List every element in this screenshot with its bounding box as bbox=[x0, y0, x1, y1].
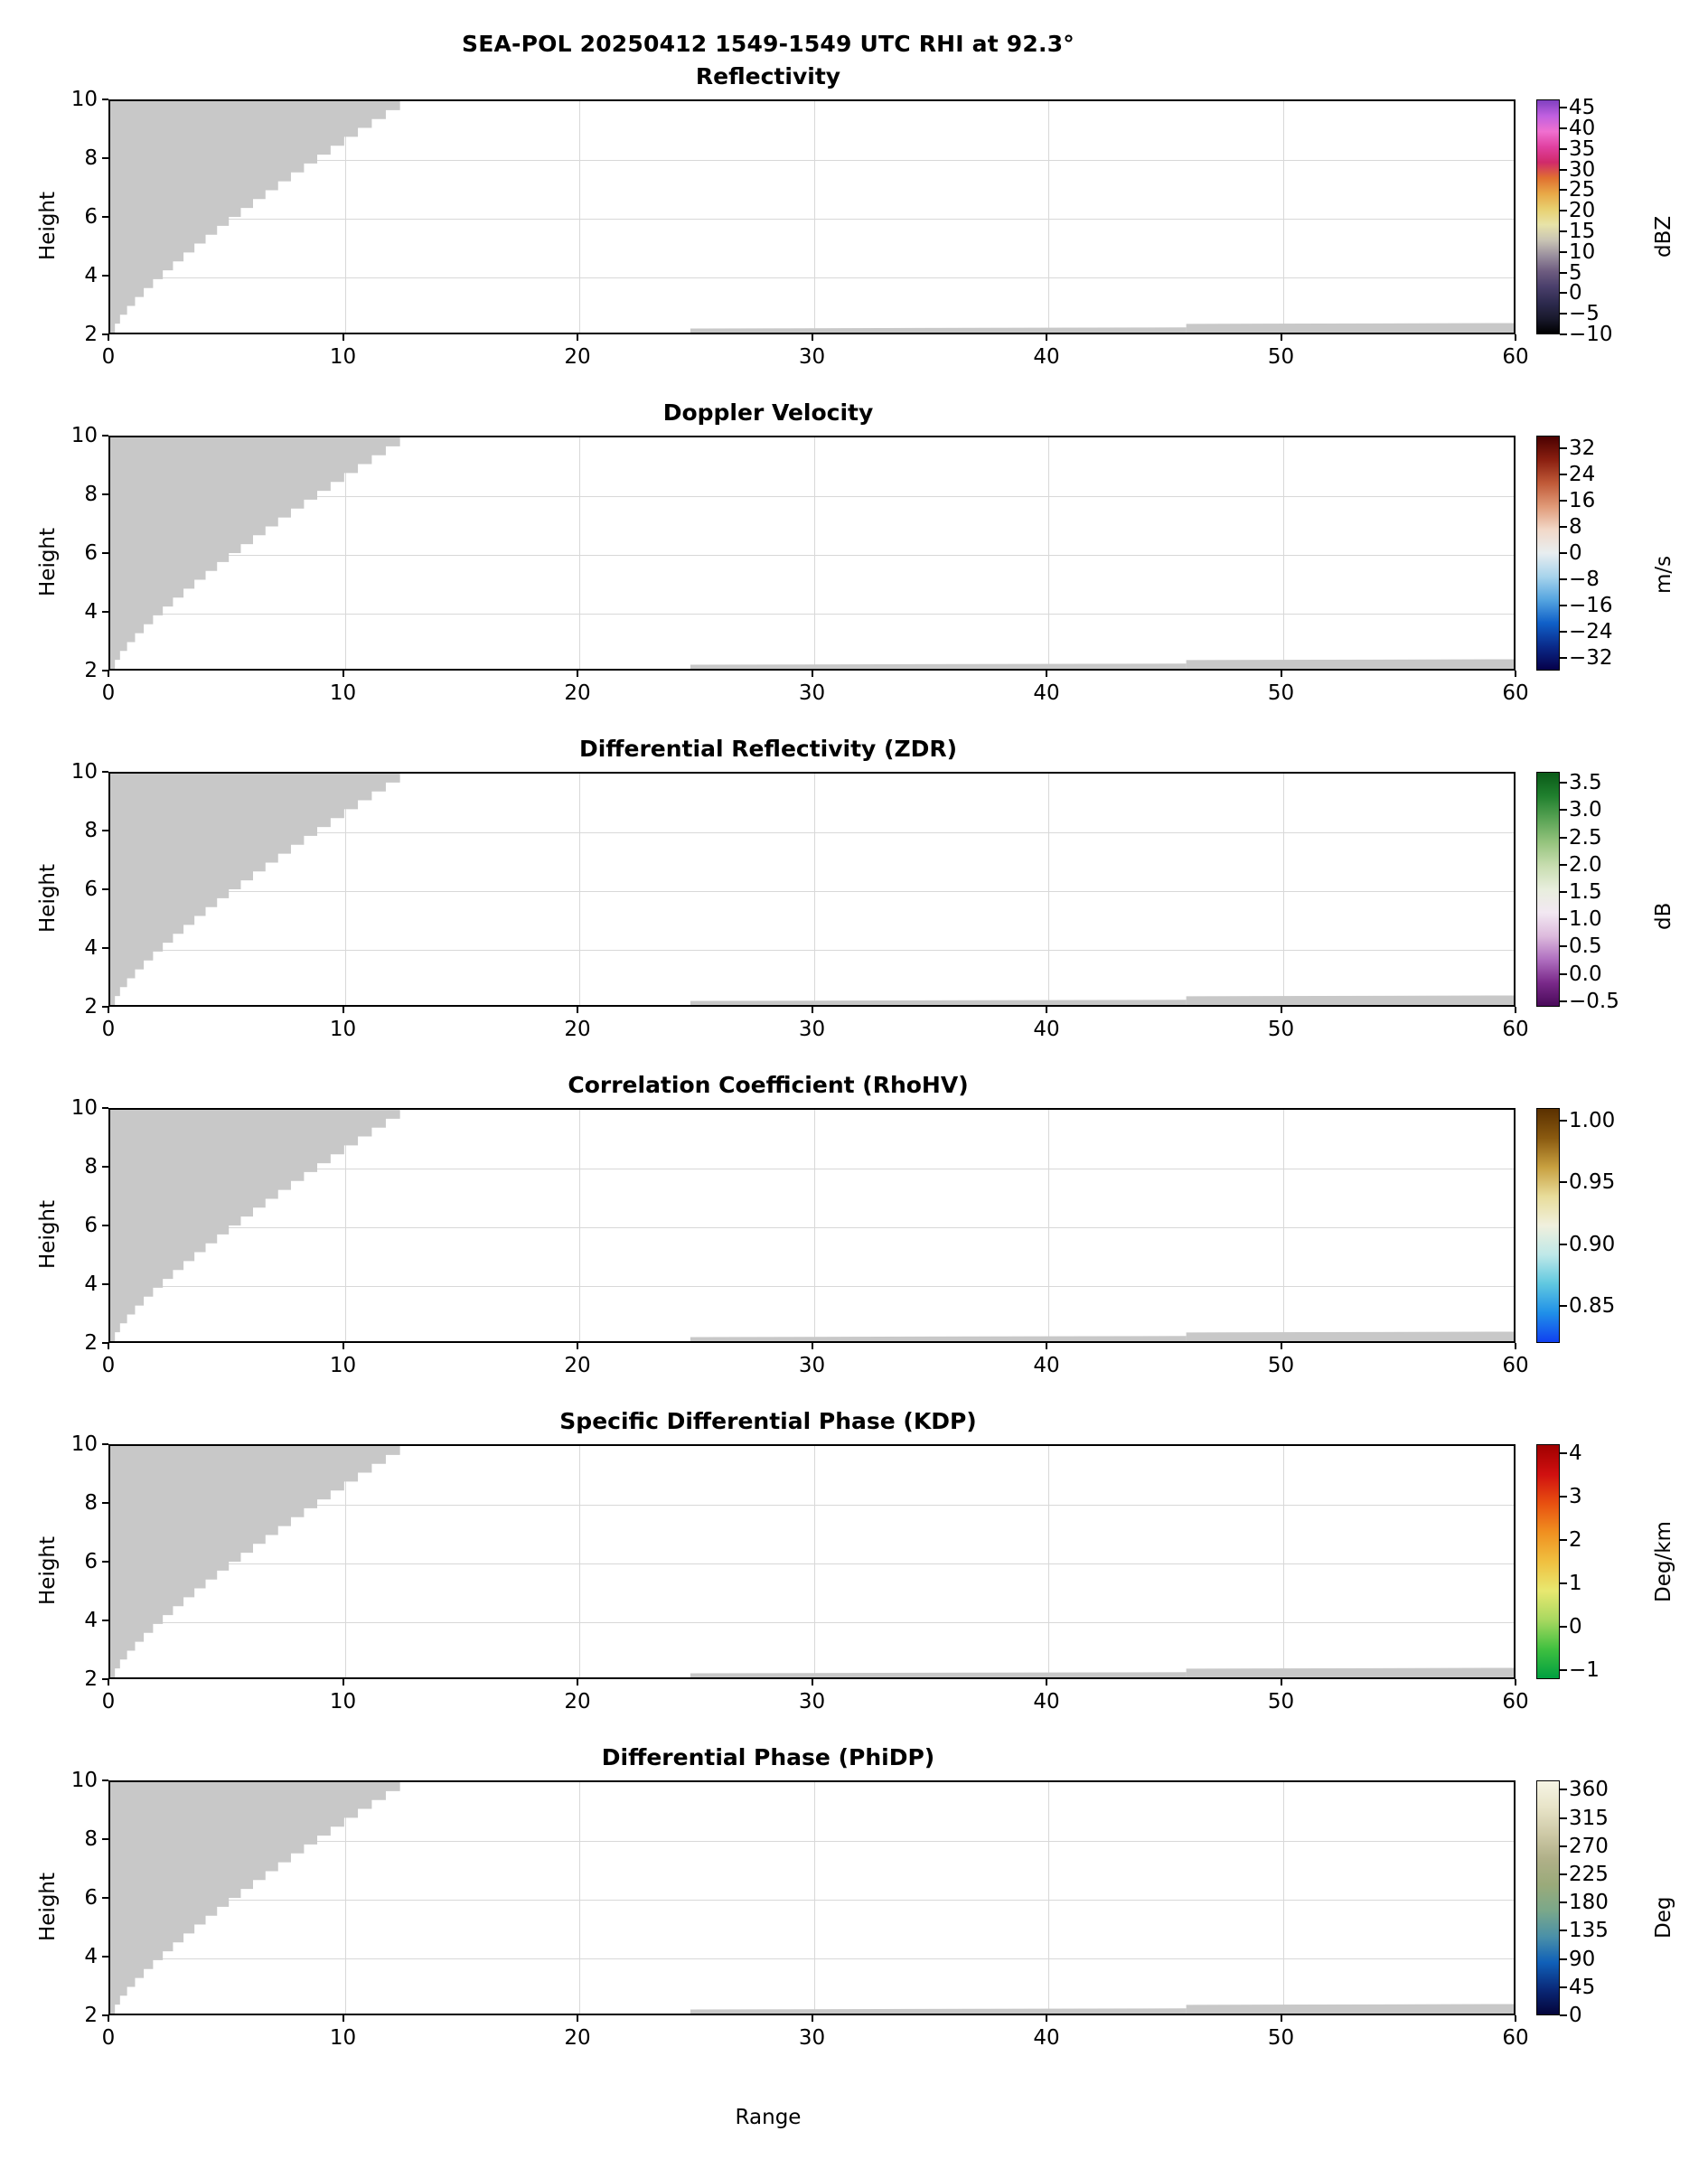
axis-tick-x: 60 bbox=[1502, 681, 1529, 705]
axis-tickmark-y bbox=[102, 947, 108, 949]
colorbar-tickmark bbox=[1560, 1669, 1567, 1671]
colorbar-tickmark bbox=[1560, 973, 1567, 975]
figure-suptitle: SEA-POL 20250412 1549-1549 UTC RHI at 92.3° bbox=[461, 31, 1075, 57]
colorbar-tick-label: 0.5 bbox=[1569, 934, 1602, 959]
axis-tickmark-y bbox=[102, 1561, 108, 1563]
axis-tickmark-y bbox=[102, 888, 108, 890]
axis-tickmark-x bbox=[343, 334, 344, 341]
colorbar-tickmark bbox=[1560, 1305, 1567, 1307]
axis-tick-x: 50 bbox=[1267, 681, 1295, 705]
masked-data-region bbox=[110, 1782, 1514, 2014]
axis-tickmark-x bbox=[577, 2015, 578, 2022]
colorbar-tick-label: 3 bbox=[1569, 1484, 1582, 1508]
axis-tick-y: 8 bbox=[84, 483, 98, 506]
colorbar-tick-label: −8 bbox=[1569, 567, 1600, 591]
panel-title: Reflectivity bbox=[695, 63, 841, 89]
axis-tickmark-y bbox=[102, 771, 108, 773]
colorbar-label: m/s bbox=[1652, 555, 1675, 594]
axis-tickmark-y bbox=[102, 1107, 108, 1109]
axis-tick-y: 6 bbox=[84, 1886, 98, 1910]
colorbar-tick-label: 35 bbox=[1569, 136, 1596, 161]
colorbar-label: dBZ bbox=[1652, 215, 1675, 258]
panel-title: Correlation Coefficient (RhoHV) bbox=[568, 1072, 969, 1098]
axis-tickmark-y bbox=[102, 1620, 108, 1621]
colorbar-tickmark bbox=[1560, 474, 1567, 475]
axis-tickmark-y bbox=[102, 830, 108, 831]
colorbar-tick-label: 8 bbox=[1569, 515, 1582, 540]
axis-tick-x: 60 bbox=[1502, 345, 1529, 369]
axis-tick-x: 50 bbox=[1267, 2026, 1295, 2050]
colorbar-tick-label: 315 bbox=[1569, 1806, 1609, 1830]
axis-tickmark-y bbox=[102, 1166, 108, 1168]
axis-tick-x: 10 bbox=[329, 2026, 357, 2050]
colorbar-tick-label: 16 bbox=[1569, 489, 1596, 513]
colorbar-tick-label: 32 bbox=[1569, 437, 1596, 461]
axis-tickmark-x bbox=[812, 1343, 813, 1349]
colorbar-tick-label: 0 bbox=[1569, 2004, 1582, 2027]
masked-data-region bbox=[110, 1446, 1514, 1677]
colorbar-tickmark bbox=[1560, 1496, 1567, 1498]
axis-tick-x: 60 bbox=[1502, 1018, 1529, 1041]
colorbar-tick-label: 0.90 bbox=[1569, 1232, 1616, 1256]
axis-tick-x: 10 bbox=[329, 681, 357, 705]
colorbar-tickmark bbox=[1560, 657, 1567, 659]
colorbar-tickmark bbox=[1560, 210, 1567, 211]
axis-tick-y: 2 bbox=[84, 323, 98, 346]
axis-tickmark-x bbox=[1046, 671, 1047, 677]
colorbar-tickmark bbox=[1560, 148, 1567, 150]
masked-data-region bbox=[110, 437, 1514, 669]
axis-tickmark-x bbox=[108, 1679, 109, 1685]
colorbar-tick-label: 270 bbox=[1569, 1834, 1609, 1858]
axis-label-y: Height bbox=[36, 527, 60, 596]
colorbar-tickmark bbox=[1560, 333, 1567, 335]
axis-tick-x: 30 bbox=[798, 681, 826, 705]
colorbar-tick-label: −5 bbox=[1569, 302, 1600, 326]
axis-label-y: Height bbox=[36, 863, 60, 933]
colorbar-tick-label: 15 bbox=[1569, 219, 1596, 243]
colorbar-tick-label: 360 bbox=[1569, 1778, 1609, 1802]
axis-tick-y: 2 bbox=[84, 1331, 98, 1355]
chart-panel bbox=[0, 736, 1708, 1070]
axis-tick-y: 10 bbox=[70, 88, 98, 111]
axis-tick-y: 4 bbox=[84, 600, 98, 624]
colorbar-tickmark bbox=[1560, 1789, 1567, 1790]
colorbar-tick-label: 0 bbox=[1569, 281, 1582, 305]
colorbar-tick-label: −10 bbox=[1569, 323, 1613, 346]
axis-tickmark-x bbox=[108, 334, 109, 341]
colorbar-tickmark bbox=[1560, 1000, 1567, 1002]
axis-tick-x: 60 bbox=[1502, 2026, 1529, 2050]
axis-tick-x: 10 bbox=[329, 1354, 357, 1377]
colorbar bbox=[1536, 772, 1560, 1007]
axis-tick-x: 40 bbox=[1033, 681, 1060, 705]
axis-tickmark-y bbox=[102, 435, 108, 437]
panel-title: Specific Differential Phase (KDP) bbox=[559, 1408, 977, 1434]
colorbar-tick-label: 0 bbox=[1569, 1615, 1582, 1639]
colorbar-tick-label: 40 bbox=[1569, 116, 1596, 140]
axis-tickmark-x bbox=[577, 334, 578, 341]
axis-tickmark-x bbox=[108, 1343, 109, 1349]
axis-tick-y: 2 bbox=[84, 995, 98, 1019]
axis-tick-x: 0 bbox=[101, 345, 116, 369]
axis-tick-x: 10 bbox=[329, 1690, 357, 1714]
axis-tick-x: 0 bbox=[101, 1018, 116, 1041]
axis-tickmark-x bbox=[1281, 2015, 1282, 2022]
colorbar-tickmark bbox=[1560, 837, 1567, 839]
axis-tickmark-x bbox=[1515, 671, 1516, 677]
axis-tick-y: 10 bbox=[70, 760, 98, 784]
axis-tick-y: 2 bbox=[84, 659, 98, 682]
axis-tick-x: 0 bbox=[101, 681, 116, 705]
colorbar bbox=[1536, 436, 1560, 671]
colorbar-tick-label: 0.85 bbox=[1569, 1293, 1616, 1318]
axis-tickmark-x bbox=[577, 1679, 578, 1685]
chart-panel bbox=[0, 399, 1708, 734]
axis-tickmark-x bbox=[343, 671, 344, 677]
colorbar-tick-label: 24 bbox=[1569, 463, 1596, 487]
chart-panel bbox=[0, 1744, 1708, 2079]
plot-area bbox=[108, 99, 1516, 334]
axis-tickmark-y bbox=[102, 1225, 108, 1226]
axis-tick-x: 50 bbox=[1267, 345, 1295, 369]
axis-label-y: Height bbox=[36, 1872, 60, 1941]
colorbar-tick-label: −24 bbox=[1569, 619, 1613, 643]
axis-tickmark-x bbox=[812, 1007, 813, 1013]
colorbar bbox=[1536, 1108, 1560, 1343]
axis-tickmark-x bbox=[343, 1343, 344, 1349]
axis-tick-x: 30 bbox=[798, 1690, 826, 1714]
masked-data-region bbox=[110, 101, 1514, 333]
plot-area bbox=[108, 1108, 1516, 1343]
axis-tick-y: 4 bbox=[84, 1272, 98, 1296]
panel-title: Doppler Velocity bbox=[662, 399, 874, 426]
axis-tickmark-x bbox=[1515, 2015, 1516, 2022]
axis-tick-y: 8 bbox=[84, 819, 98, 842]
axis-tick-y: 4 bbox=[84, 264, 98, 287]
colorbar bbox=[1536, 99, 1560, 334]
colorbar-tickmark bbox=[1560, 1845, 1567, 1847]
colorbar-tick-label: 0 bbox=[1569, 541, 1582, 565]
axis-label-y: Height bbox=[36, 1199, 60, 1269]
axis-tickmark-x bbox=[343, 1679, 344, 1685]
colorbar-tick-label: 25 bbox=[1569, 178, 1596, 202]
axis-tickmark-y bbox=[102, 1443, 108, 1445]
axis-tickmark-y bbox=[102, 99, 108, 100]
axis-tick-y: 4 bbox=[84, 936, 98, 960]
colorbar-tickmark bbox=[1560, 1244, 1567, 1245]
colorbar-tickmark bbox=[1560, 1817, 1567, 1819]
axis-tick-y: 8 bbox=[84, 1491, 98, 1515]
colorbar-tick-label: 20 bbox=[1569, 199, 1596, 223]
axis-tickmark-x bbox=[577, 671, 578, 677]
chart-panel bbox=[0, 1072, 1708, 1406]
colorbar-tickmark bbox=[1560, 292, 1567, 294]
axis-tick-x: 60 bbox=[1502, 1690, 1529, 1714]
axis-tickmark-x bbox=[1515, 1007, 1516, 1013]
axis-tick-x: 0 bbox=[101, 1354, 116, 1377]
axis-tickmark-x bbox=[577, 1343, 578, 1349]
colorbar-label: Deg bbox=[1652, 1896, 1675, 1939]
colorbar-tickmark bbox=[1560, 189, 1567, 191]
colorbar-tick-label: 4 bbox=[1569, 1441, 1582, 1465]
axis-tickmark-x bbox=[108, 1007, 109, 1013]
axis-tickmark-x bbox=[1515, 1679, 1516, 1685]
axis-tickmark-x bbox=[577, 1007, 578, 1013]
axis-tickmark-y bbox=[102, 1838, 108, 1840]
axis-tickmark-x bbox=[1046, 2015, 1047, 2022]
colorbar-tickmark bbox=[1560, 1626, 1567, 1628]
axis-tickmark-x bbox=[1046, 1679, 1047, 1685]
axis-tickmark-y bbox=[102, 275, 108, 277]
axis-tickmark-x bbox=[812, 334, 813, 341]
axis-tick-y: 4 bbox=[84, 1609, 98, 1632]
axis-tick-y: 6 bbox=[84, 1550, 98, 1573]
axis-tick-x: 40 bbox=[1033, 1354, 1060, 1377]
axis-tickmark-y bbox=[102, 157, 108, 159]
colorbar-tick-label: −0.5 bbox=[1569, 989, 1619, 1013]
colorbar-label: dB bbox=[1652, 902, 1675, 930]
axis-tickmark-y bbox=[102, 552, 108, 554]
colorbar-tickmark bbox=[1560, 313, 1567, 315]
colorbar-tick-label: 0.0 bbox=[1569, 962, 1602, 986]
plot-area bbox=[108, 1780, 1516, 2015]
colorbar-tick-label: 1 bbox=[1569, 1572, 1582, 1596]
colorbar-tick-label: 45 bbox=[1569, 96, 1596, 120]
figure-xlabel: Range bbox=[735, 2106, 802, 2129]
colorbar-tick-label: 3.5 bbox=[1569, 771, 1602, 795]
colorbar-tick-label: 135 bbox=[1569, 1919, 1609, 1943]
axis-tick-x: 0 bbox=[101, 1690, 116, 1714]
colorbar-tickmark bbox=[1560, 447, 1567, 449]
axis-label-y: Height bbox=[36, 1535, 60, 1605]
axis-tickmark-y bbox=[102, 216, 108, 218]
colorbar-label: Deg/km bbox=[1652, 1521, 1675, 1602]
axis-tickmark-x bbox=[1281, 1679, 1282, 1685]
colorbar-tickmark bbox=[1560, 552, 1567, 554]
colorbar-tick-label: −1 bbox=[1569, 1658, 1600, 1683]
axis-tickmark-x bbox=[1046, 1343, 1047, 1349]
axis-tick-x: 20 bbox=[564, 1018, 591, 1041]
axis-tickmark-x bbox=[1281, 334, 1282, 341]
axis-tickmark-x bbox=[108, 2015, 109, 2022]
colorbar-tickmark bbox=[1560, 169, 1567, 171]
colorbar-tick-label: 10 bbox=[1569, 239, 1596, 264]
colorbar-tick-label: 180 bbox=[1569, 1891, 1609, 1915]
colorbar bbox=[1536, 1780, 1560, 2015]
axis-tick-y: 8 bbox=[84, 1827, 98, 1851]
axis-label-y: Height bbox=[36, 191, 60, 260]
axis-tickmark-x bbox=[1515, 1343, 1516, 1349]
colorbar-tickmark bbox=[1560, 107, 1567, 108]
plot-area bbox=[108, 1444, 1516, 1679]
axis-tickmark-x bbox=[1281, 1343, 1282, 1349]
axis-tick-y: 10 bbox=[70, 1432, 98, 1456]
axis-tick-x: 50 bbox=[1267, 1018, 1295, 1041]
axis-tickmark-x bbox=[1046, 334, 1047, 341]
colorbar-tickmark bbox=[1560, 251, 1567, 253]
axis-tickmark-x bbox=[343, 1007, 344, 1013]
colorbar-tickmark bbox=[1560, 1539, 1567, 1541]
axis-tick-x: 30 bbox=[798, 2026, 826, 2050]
colorbar-tickmark bbox=[1560, 864, 1567, 866]
axis-tick-x: 60 bbox=[1502, 1354, 1529, 1377]
masked-data-region bbox=[110, 774, 1514, 1005]
colorbar-tick-label: 1.0 bbox=[1569, 907, 1602, 932]
colorbar-tick-label: 1.00 bbox=[1569, 1108, 1616, 1132]
axis-tick-x: 30 bbox=[798, 1018, 826, 1041]
axis-tick-y: 6 bbox=[84, 205, 98, 229]
axis-tick-y: 8 bbox=[84, 1155, 98, 1178]
colorbar-tickmark bbox=[1560, 1901, 1567, 1903]
axis-tick-x: 10 bbox=[329, 345, 357, 369]
axis-tickmark-y bbox=[102, 1956, 108, 1958]
axis-tick-x: 20 bbox=[564, 1690, 591, 1714]
axis-tick-y: 8 bbox=[84, 146, 98, 170]
axis-tickmark-y bbox=[102, 611, 108, 613]
colorbar-tick-label: 3.0 bbox=[1569, 798, 1602, 822]
colorbar-tickmark bbox=[1560, 1120, 1567, 1122]
panel-title: Differential Phase (PhiDP) bbox=[601, 1744, 935, 1770]
colorbar-tick-label: 1.5 bbox=[1569, 880, 1602, 905]
colorbar-tickmark bbox=[1560, 945, 1567, 947]
chart-panel bbox=[0, 63, 1708, 398]
colorbar-tick-label: −32 bbox=[1569, 645, 1613, 670]
colorbar-tickmark bbox=[1560, 127, 1567, 129]
axis-tickmark-y bbox=[102, 1897, 108, 1899]
colorbar-tick-label: 2 bbox=[1569, 1527, 1582, 1552]
colorbar-tick-label: 30 bbox=[1569, 157, 1596, 182]
axis-tick-x: 30 bbox=[798, 345, 826, 369]
axis-tickmark-x bbox=[812, 1679, 813, 1685]
axis-tick-x: 40 bbox=[1033, 1690, 1060, 1714]
colorbar-tick-label: 2.0 bbox=[1569, 852, 1602, 877]
colorbar-tickmark bbox=[1560, 918, 1567, 920]
axis-tick-x: 20 bbox=[564, 1354, 591, 1377]
axis-tick-y: 4 bbox=[84, 1945, 98, 1968]
colorbar-tick-label: 90 bbox=[1569, 1947, 1596, 1971]
colorbar-tick-label: 225 bbox=[1569, 1863, 1609, 1886]
colorbar-tickmark bbox=[1560, 782, 1567, 784]
colorbar-tickmark bbox=[1560, 272, 1567, 274]
axis-tick-x: 10 bbox=[329, 1018, 357, 1041]
colorbar-tickmark bbox=[1560, 1930, 1567, 1931]
axis-tickmark-y bbox=[102, 493, 108, 495]
axis-tickmark-x bbox=[1515, 334, 1516, 341]
axis-tick-y: 10 bbox=[70, 424, 98, 447]
axis-tick-y: 6 bbox=[84, 878, 98, 901]
plot-area bbox=[108, 772, 1516, 1007]
colorbar-tickmark bbox=[1560, 1452, 1567, 1454]
colorbar-tickmark bbox=[1560, 605, 1567, 606]
colorbar-tick-label: 2.5 bbox=[1569, 825, 1602, 850]
axis-tick-y: 6 bbox=[84, 1214, 98, 1237]
axis-tick-x: 0 bbox=[101, 2026, 116, 2050]
colorbar-tick-label: 0.95 bbox=[1569, 1170, 1616, 1195]
axis-tickmark-x bbox=[1281, 1007, 1282, 1013]
axis-tickmark-x bbox=[343, 2015, 344, 2022]
axis-tick-x: 30 bbox=[798, 1354, 826, 1377]
axis-tickmark-y bbox=[102, 1502, 108, 1504]
axis-tick-x: 40 bbox=[1033, 2026, 1060, 2050]
axis-tickmark-y bbox=[102, 1283, 108, 1285]
colorbar-tickmark bbox=[1560, 1582, 1567, 1584]
colorbar-tickmark bbox=[1560, 230, 1567, 232]
colorbar-tick-label: 5 bbox=[1569, 260, 1582, 285]
colorbar-tick-label: −16 bbox=[1569, 593, 1613, 617]
axis-tickmark-x bbox=[812, 671, 813, 677]
axis-tickmark-y bbox=[102, 1779, 108, 1781]
axis-tickmark-x bbox=[108, 671, 109, 677]
colorbar-tickmark bbox=[1560, 578, 1567, 580]
axis-tick-x: 20 bbox=[564, 345, 591, 369]
colorbar-tickmark bbox=[1560, 1873, 1567, 1875]
axis-tickmark-x bbox=[812, 2015, 813, 2022]
axis-tick-y: 10 bbox=[70, 1096, 98, 1120]
axis-tick-x: 20 bbox=[564, 681, 591, 705]
axis-tick-x: 20 bbox=[564, 2026, 591, 2050]
colorbar-tick-label: 45 bbox=[1569, 1975, 1596, 1999]
colorbar-tickmark bbox=[1560, 891, 1567, 893]
axis-tick-y: 2 bbox=[84, 2004, 98, 2027]
colorbar-tickmark bbox=[1560, 500, 1567, 502]
plot-area bbox=[108, 436, 1516, 671]
colorbar-tickmark bbox=[1560, 526, 1567, 528]
colorbar bbox=[1536, 1444, 1560, 1679]
colorbar-tickmark bbox=[1560, 1958, 1567, 1960]
axis-tick-x: 40 bbox=[1033, 1018, 1060, 1041]
masked-data-region bbox=[110, 1110, 1514, 1341]
axis-tickmark-x bbox=[1046, 1007, 1047, 1013]
axis-tick-y: 10 bbox=[70, 1769, 98, 1792]
chart-panel bbox=[0, 1408, 1708, 1742]
axis-tick-y: 6 bbox=[84, 541, 98, 565]
colorbar-tickmark bbox=[1560, 1181, 1567, 1183]
colorbar-tickmark bbox=[1560, 809, 1567, 811]
colorbar-tickmark bbox=[1560, 2014, 1567, 2016]
axis-tick-y: 2 bbox=[84, 1667, 98, 1691]
axis-tickmark-x bbox=[1281, 671, 1282, 677]
axis-tick-x: 50 bbox=[1267, 1690, 1295, 1714]
colorbar-tickmark bbox=[1560, 1986, 1567, 1988]
panel-title: Differential Reflectivity (ZDR) bbox=[578, 736, 958, 762]
colorbar-tickmark bbox=[1560, 631, 1567, 633]
axis-tick-x: 40 bbox=[1033, 345, 1060, 369]
axis-tick-x: 50 bbox=[1267, 1354, 1295, 1377]
